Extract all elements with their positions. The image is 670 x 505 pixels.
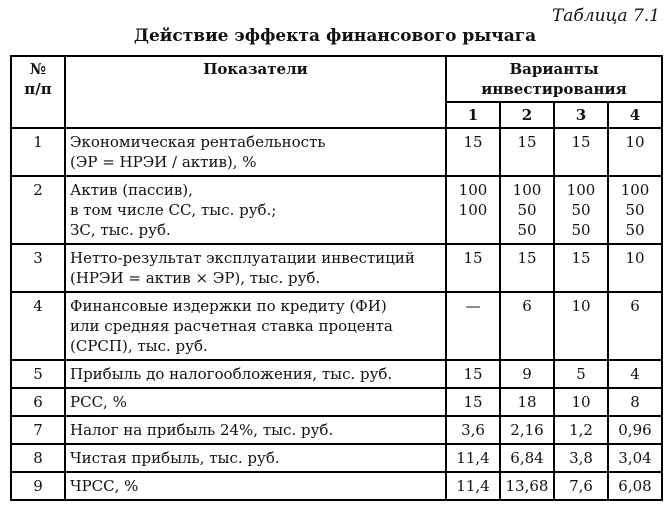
variant-1-value [446,472,500,500]
leverage-table [10,55,663,501]
value-line: 6 [630,297,640,315]
indicator-line: Налог на прибыль 24%, тыс. руб. [70,421,334,439]
variant-4-value [608,388,662,416]
variant-3-value [554,176,608,244]
value-line: 50 [571,201,591,219]
variant-3-value [554,292,608,360]
indicator-line: Финансовые издержки по кредиту (ФИ) [70,297,387,315]
value-line: 3,6 [461,421,485,439]
value-line: 50 [625,201,645,219]
value-line: 15 [463,365,483,383]
indicator-line: Чистая прибыль, тыс. руб. [70,449,280,467]
variant-3-value [554,416,608,444]
row-indicator [65,128,446,176]
indicator-line: в том числе СС, тыс. руб.; [70,201,277,219]
variant-2-value [500,444,554,472]
row-indicator [65,388,446,416]
value-line: 100 [512,181,542,199]
row-indicator [65,244,446,292]
value-line: 9 [522,365,532,383]
value-line: 100 [458,201,488,219]
variant-4-value [608,176,662,244]
header-variant-2: 2 [500,102,554,128]
variant-1-value [446,444,500,472]
variant-4-value [608,244,662,292]
row-number: 2 [11,176,65,244]
variant-1-value [446,176,500,244]
indicator-line: (СРСП), тыс. руб. [70,337,208,355]
table-title: Действие эффекта финансового рычага [133,26,537,46]
row-number: 7 [11,416,65,444]
row-indicator [65,472,446,500]
header-variant-3: 3 [554,102,608,128]
value-line: 15 [463,249,483,267]
variant-3-value [554,244,608,292]
value-line: 100 [620,181,650,199]
value-line: — [465,297,481,315]
variant-2-value [500,292,554,360]
value-line: 15 [517,249,537,267]
value-line: 7,6 [569,477,593,495]
value-line: 18 [517,393,537,411]
table-row [11,360,662,388]
indicator-line: ЗС, тыс. руб. [70,221,171,239]
row-indicator [65,176,446,244]
variant-1-value [446,360,500,388]
indicator-line: Прибыль до налогообложения, тыс. руб. [70,365,393,383]
indicator-line: Нетто-результат эксплуатации инвестиций [70,249,415,267]
variant-1-value [446,128,500,176]
variant-1-value [446,292,500,360]
value-line: 3,8 [569,449,593,467]
indicator-line: или средняя расчетная ставка процента [70,317,393,335]
variant-1-value [446,388,500,416]
variant-2-value [500,176,554,244]
variant-1-value [446,244,500,292]
variant-4-value [608,128,662,176]
value-line: 15 [517,133,537,151]
value-line: 10 [571,297,591,315]
table-row [11,472,662,500]
indicator-line: (ЭР = НРЭИ / актив), % [70,153,257,171]
variant-4-value [608,472,662,500]
value-line: 8 [630,393,640,411]
value-line: 1,2 [569,421,593,439]
value-line: 50 [625,221,645,239]
row-number: 4 [11,292,65,360]
header-variant-4: 4 [608,102,662,128]
value-line: 5 [576,365,586,383]
row-number: 8 [11,444,65,472]
table-caption: Таблица 7.1 [551,6,660,26]
variant-1-value [446,416,500,444]
variant-4-value [608,416,662,444]
row-number: 5 [11,360,65,388]
variant-2-value [500,128,554,176]
variant-3-value [554,360,608,388]
variant-2-value [500,472,554,500]
row-indicator [65,444,446,472]
value-line: 50 [517,221,537,239]
row-indicator [65,360,446,388]
value-line: 11,4 [456,477,490,495]
indicator-line: ЧРСС, % [70,477,139,495]
variant-3-value [554,444,608,472]
variant-2-value [500,388,554,416]
row-indicator [65,416,446,444]
table-row [11,244,662,292]
header-variant-1: 1 [446,102,500,128]
row-number: 1 [11,128,65,176]
value-line: 50 [517,201,537,219]
header-indicators: Показатели [65,56,446,128]
variant-4-value [608,444,662,472]
value-line: 15 [463,133,483,151]
indicator-line: Экономическая рентабельность [70,133,326,151]
variant-3-value [554,388,608,416]
variant-3-value [554,128,608,176]
indicator-line: РСС, % [70,393,127,411]
value-line: 6,08 [618,477,652,495]
header-no [11,56,65,128]
value-line: 10 [625,133,645,151]
header-no-line1: № [29,60,47,78]
table-row [11,292,662,360]
value-line: 15 [571,133,591,151]
header-variants-line2: инвестирования [481,80,627,98]
variant-2-value [500,416,554,444]
variant-4-value [608,292,662,360]
row-number: 6 [11,388,65,416]
value-line: 15 [571,249,591,267]
indicator-line: Актив (пассив), [70,181,193,199]
indicator-line: (НРЭИ = актив × ЭР), тыс. руб. [70,269,321,287]
value-line: 6 [522,297,532,315]
value-line: 11,4 [456,449,490,467]
value-line: 4 [630,365,640,383]
value-line: 10 [625,249,645,267]
value-line: 100 [458,181,488,199]
table-row [11,128,662,176]
value-line: 2,16 [510,421,544,439]
header-no-line2: п/п [24,80,52,98]
value-line: 15 [463,393,483,411]
variant-2-value [500,360,554,388]
table-row [11,388,662,416]
variant-3-value [554,472,608,500]
table-row [11,416,662,444]
header-variants-line1: Варианты [509,60,599,78]
value-line: 50 [571,221,591,239]
value-line: 3,04 [618,449,652,467]
table-row [11,444,662,472]
table-body [11,128,662,500]
variant-2-value [500,244,554,292]
value-line: 6,84 [510,449,544,467]
value-line: 100 [566,181,596,199]
value-line: 13,68 [505,477,549,495]
row-indicator [65,292,446,360]
variant-4-value [608,360,662,388]
value-line: 10 [571,393,591,411]
row-number: 3 [11,244,65,292]
header-variants [446,56,662,102]
value-line: 0,96 [618,421,652,439]
table-row [11,176,662,244]
row-number: 9 [11,472,65,500]
